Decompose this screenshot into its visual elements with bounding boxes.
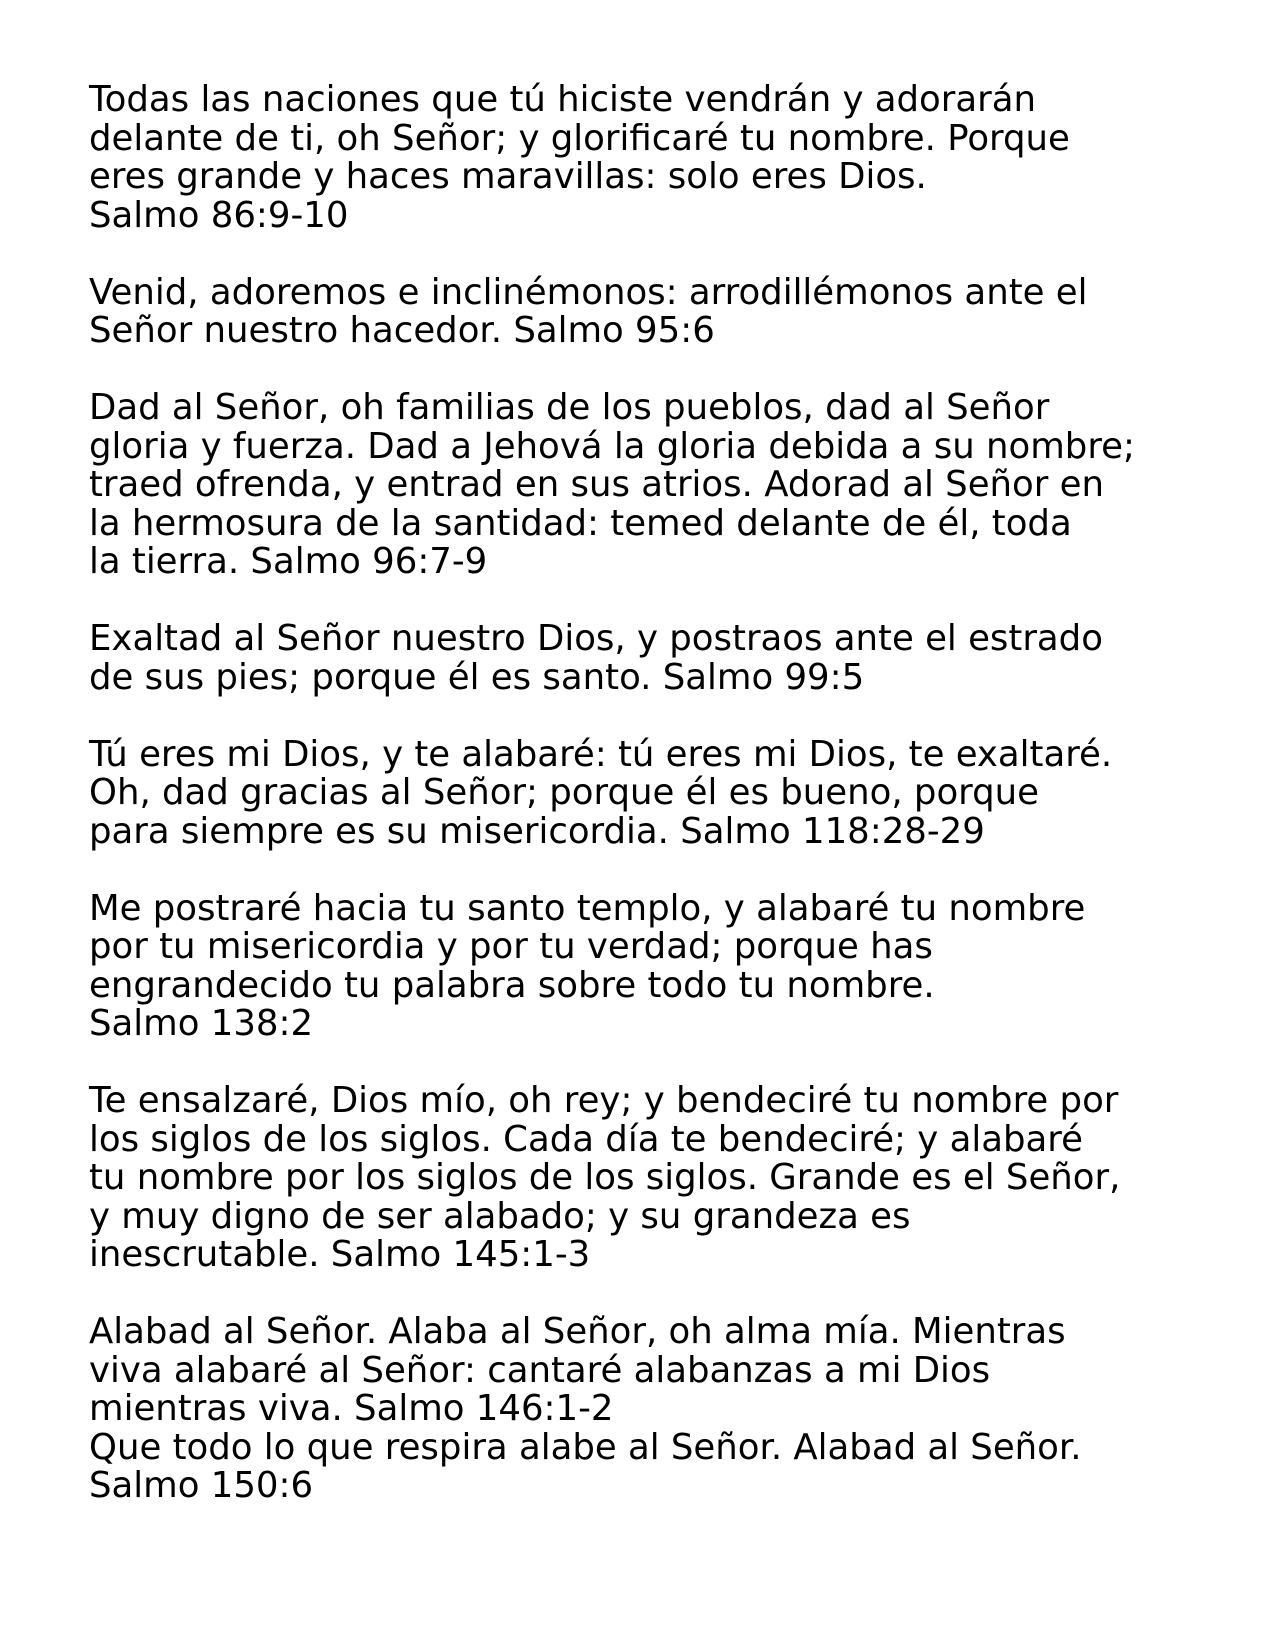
verse-reference: Salmo 150:6 — [89, 1465, 314, 1506]
text-line: Dad al Señor, oh familias de los pueblos, dad al Señor — [89, 387, 1050, 428]
verse-reference: Salmo 138:2 — [89, 1003, 314, 1044]
text-line: Me postraré hacia tu santo templo, y alabaré tu nombre — [89, 887, 1086, 929]
text-line: Venid, adoremos e inclinémonos: arrodillémonos ante el — [89, 271, 1088, 313]
text-line: Tú eres mi Dios, y te alabaré: tú eres mi Dios, te exaltaré. — [89, 733, 1113, 775]
text-line: Oh, dad gracias al Señor; porque él es bueno, porque — [89, 772, 1040, 813]
passage-salmo-86 — [89, 81, 1239, 235]
text-line: de sus pies; porque él es santo. Salmo 99:5 — [89, 656, 865, 698]
text-line: eres grande y haces maravillas: solo eres Dios. — [89, 156, 927, 197]
text-line: inescrutable. Salmo 145:1-3 — [89, 1234, 591, 1275]
text-line: los siglos de los siglos. Cada día te bendeciré; y alabaré — [89, 1118, 1083, 1160]
text-line: mientras viva. Salmo 146:1-2 — [89, 1388, 614, 1429]
text-line: traed ofrenda, y entrad en sus atrios. Adorad al Señor en — [89, 464, 1104, 505]
passage-salmo-95 — [89, 271, 1239, 351]
text-line: Señor nuestro hacedor. Salmo 95:6 — [89, 310, 715, 351]
passage-salmo-145 — [89, 1082, 1239, 1275]
text-line: para siempre es su misericordia. Salmo 118:28-29 — [89, 810, 985, 852]
text-line: engrandecido tu palabra sobre todo tu nombre. — [89, 964, 935, 1006]
text-line: Que todo lo que respira alabe al Señor. Alabad al Señor. — [89, 1426, 1082, 1468]
text-line: Todas las naciones que tú hiciste vendrán y adorarán — [89, 79, 1036, 120]
text-line: delante de ti, oh Señor; y glorificaré tu nombre. Porque — [89, 117, 1070, 159]
passage-salmo-99 — [89, 620, 1239, 697]
verse-reference: Salmo 86:9-10 — [89, 194, 349, 236]
text-line: Exaltad al Señor nuestro Dios, y postraos ante el estrado — [89, 618, 1103, 659]
text-line: Alabad al Señor. Alaba al Señor, oh alma mía. Mientras — [89, 1311, 1066, 1352]
text-line: y muy digno de ser alabado; y su grandeza es — [89, 1195, 911, 1237]
text-line: por tu misericordia y por tu verdad; porque has — [89, 926, 933, 967]
passage-salmo-118 — [89, 733, 1239, 852]
text-line: viva alabaré al Señor: cantaré alabanzas a mi Dios — [89, 1349, 991, 1391]
passage-salmo-150 — [89, 1426, 1239, 1506]
passage-salmo-146 — [89, 1313, 1239, 1429]
text-line: la tierra. Salmo 96:7-9 — [89, 541, 488, 582]
text-line: gloria y fuerza. Dad a Jehová la gloria debida a su nombre; — [89, 425, 1135, 467]
text-line: tu nombre por los siglos de los siglos. Grande es el Señor, — [89, 1157, 1121, 1198]
text-line: Te ensalzaré, Dios mío, oh rey; y bendeciré tu nombre por — [89, 1080, 1119, 1121]
passage-salmo-138 — [89, 887, 1239, 1044]
text-line: la hermosura de la santidad: temed delante de él, toda — [89, 502, 1072, 544]
document-page — [89, 81, 1239, 1506]
passage-salmo-96 — [89, 389, 1239, 582]
